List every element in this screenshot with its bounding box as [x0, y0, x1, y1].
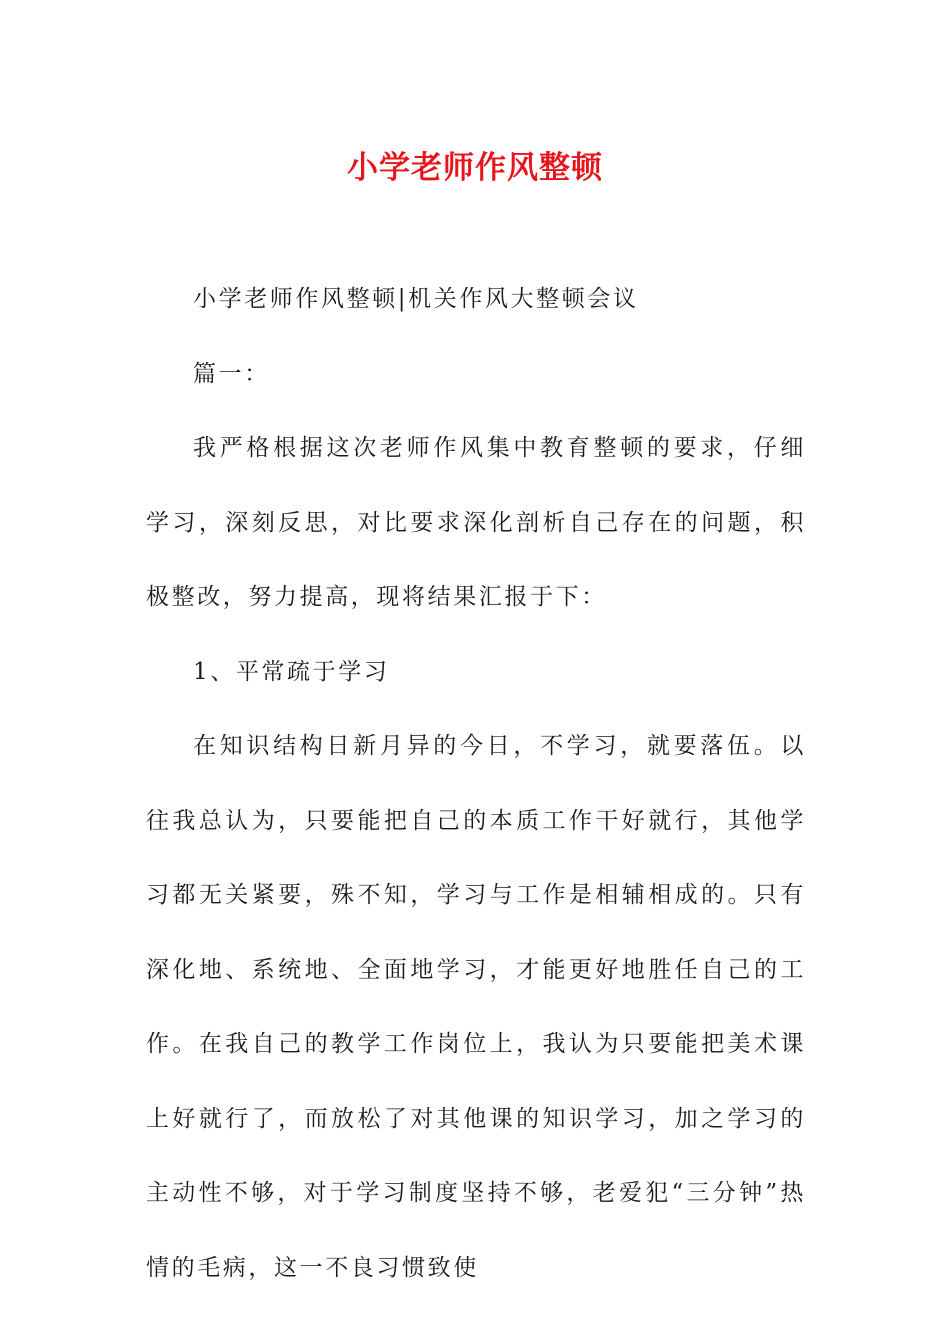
point-heading-1: 1、平常疏于学习: [193, 658, 390, 685]
body-paragraph: 在知识结构日新月异的今日，不学习，就要落伍。以往我总认为，只要能把自己的本质工作干好就行，其他学习都无关紧要，殊不知，学习与工作是相辅相成的。只有深化地、系统地、全面地学习，才能更好地胜任自己的工作。在我自己的教学工作岗位上，我认为只要能把美术课上好就行了，而放松了对其他课的知识学习，加之学习的主动性不够，对于学习制度坚持不够，老爱犯“三分钟”热情的毛病，这一不良习惯致使: [146, 733, 806, 1281]
intro-paragraph: 我严格根据这次老师作风集中教育整顿的要求，仔细学习，深刻反思，对比要求深化剖析自己存在的问题，积极整改，努力提高，现将结果汇报于下：: [146, 435, 806, 610]
document-body: [146, 262, 806, 1305]
document-title: 小学老师作风整顿: [347, 150, 603, 186]
section-heading: 篇一：: [193, 360, 270, 387]
subtitle-paragraph: 小学老师作风整顿|机关作风大整顿会议: [193, 286, 639, 312]
